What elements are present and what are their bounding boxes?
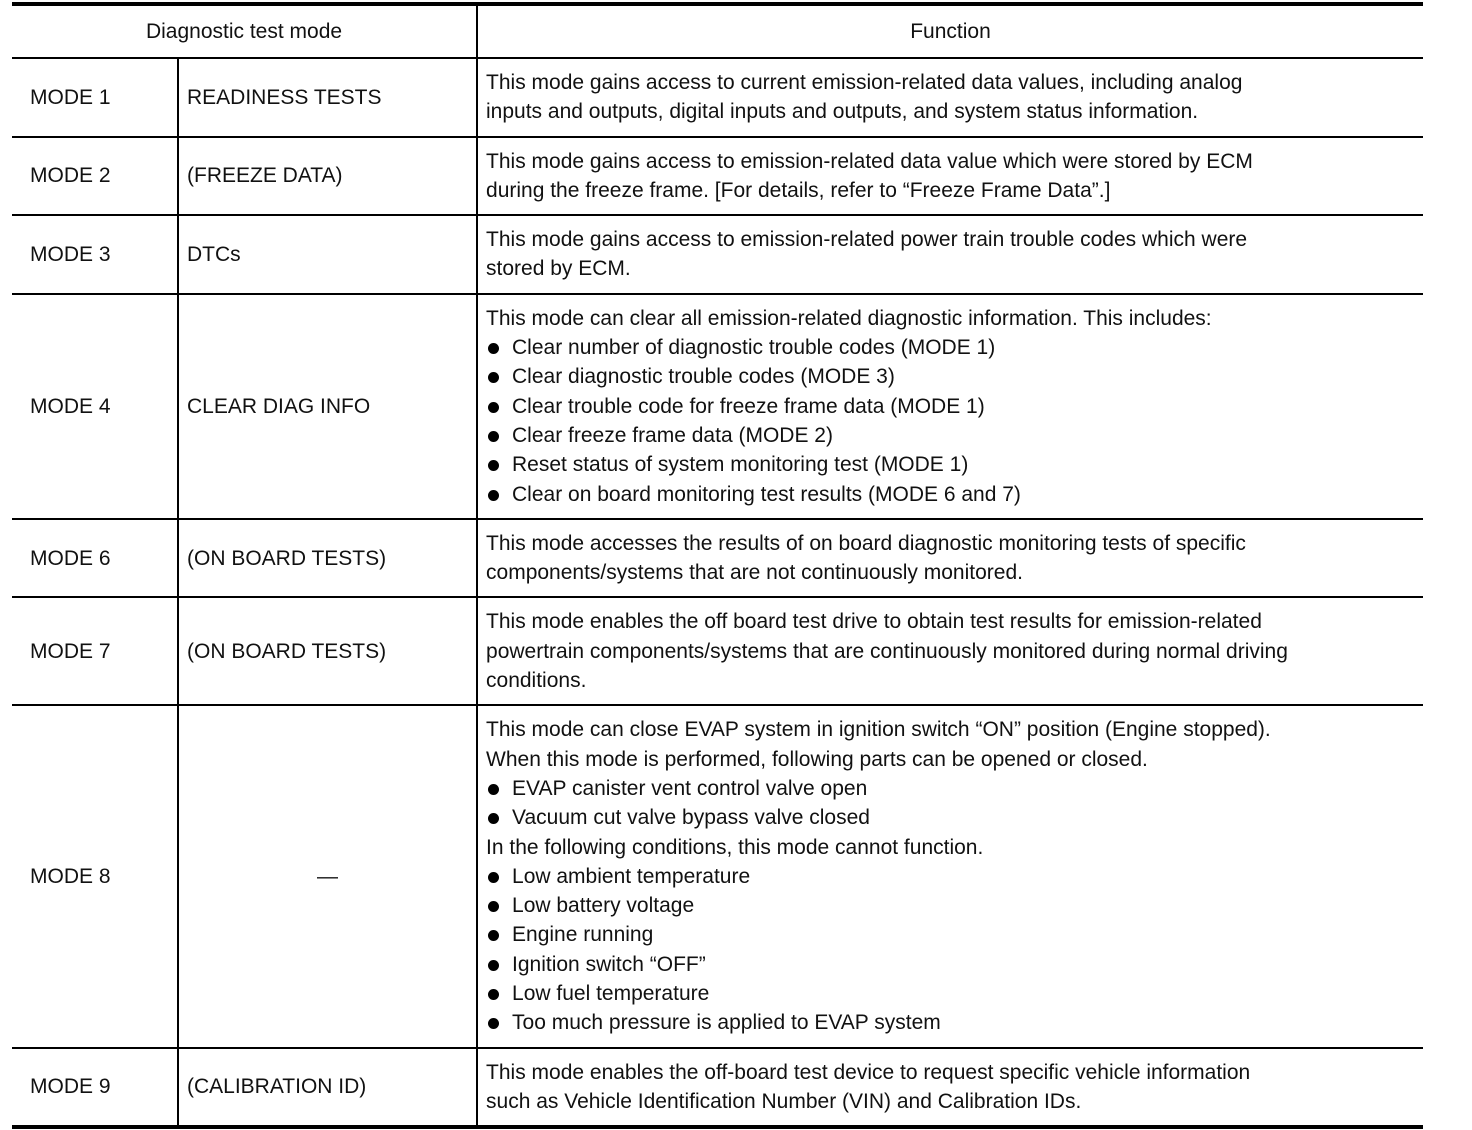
table-row: [12, 1048, 1423, 1128]
function-text-line: powertrain components/systems that are continuously monitored during normal driving: [486, 639, 1288, 663]
function-text-line: This mode enables the off-board test device to request specific vehicle information: [486, 1060, 1251, 1084]
mode-name-cell: READINESS TESTS: [178, 58, 477, 137]
bullet-text: Clear number of diagnostic trouble codes (MODE 1): [512, 336, 996, 360]
table-row: [12, 294, 1423, 519]
table-row: [12, 597, 1423, 705]
function-text-line: This mode gains access to current emission-related data values, including analog: [486, 71, 1243, 94]
function-text-line: such as Vehicle Identification Number (VIN) and Calibration IDs.: [486, 1089, 1082, 1113]
bullet-text: Too much pressure is applied to EVAP system: [512, 1011, 941, 1035]
function-cell: [477, 705, 1423, 1047]
function-text-line: inputs and outputs, digital inputs and outputs, and system status information.: [486, 100, 1199, 124]
bullet-dot-icon: [488, 490, 499, 501]
bullet-dot-icon: [488, 343, 499, 354]
table-row: [12, 58, 1423, 137]
table-row: [12, 137, 1423, 216]
mode-name-cell: DTCs: [178, 215, 477, 294]
mode-cell: MODE 4: [12, 294, 178, 519]
bullet-dot-icon: [488, 901, 499, 912]
bullet-text: Low battery voltage: [512, 894, 695, 918]
bullet-item: [486, 480, 1423, 509]
function-cell: [477, 58, 1423, 137]
table-body: [12, 58, 1423, 1127]
table-header-row: [12, 4, 1423, 58]
bullet-item: [486, 979, 1423, 1008]
bullet-item: [486, 1008, 1423, 1037]
bullet-item: [486, 920, 1423, 949]
bullet-item: [486, 421, 1423, 450]
bullet-item: [486, 950, 1423, 979]
mode-name-cell: —: [178, 705, 477, 1047]
bullet-dot-icon: [488, 372, 499, 383]
bullet-item: [486, 803, 1423, 832]
bullet-text: Low fuel temperature: [512, 982, 710, 1006]
function-text-line: This mode gains access to emission-related power train trouble codes which were: [486, 228, 1248, 252]
bullet-text: Clear on board monitoring test results (MODE 6 and 7): [512, 482, 1021, 506]
bullet-item: [486, 774, 1423, 803]
bullet-dot-icon: [488, 960, 499, 971]
mode-name-cell: (FREEZE DATA): [178, 137, 477, 216]
header-function: Function: [477, 4, 1423, 58]
mode-cell: MODE 1: [12, 58, 178, 137]
bullet-text: EVAP canister vent control valve open: [512, 776, 868, 800]
function-cell: [477, 519, 1423, 598]
bullet-dot-icon: [488, 930, 499, 941]
diagnostic-mode-table: [12, 2, 1423, 1129]
bullet-text: Ignition switch “OFF”: [512, 952, 706, 976]
table-row: [12, 705, 1423, 1047]
mode-name-cell: (ON BOARD TESTS): [178, 519, 477, 598]
table-row: [12, 519, 1423, 598]
header-diagnostic-test-mode: Diagnostic test mode: [12, 4, 477, 58]
bullet-text: Vacuum cut valve bypass valve closed: [512, 806, 870, 830]
bullet-dot-icon: [488, 784, 499, 795]
function-cell: [477, 294, 1423, 519]
function-text-line: This mode can clear all emission-related diagnostic information. This includes:: [486, 306, 1212, 330]
bullet-text: Reset status of system monitoring test (MODE 1): [512, 453, 969, 477]
bullet-item: [486, 392, 1423, 421]
bullet-text: Engine running: [512, 923, 654, 947]
function-text-line: components/systems that are not continuously monitored.: [486, 561, 1023, 585]
mode-name-cell: (CALIBRATION ID): [178, 1048, 477, 1128]
mode-cell: MODE 7: [12, 597, 178, 705]
bullet-dot-icon: [488, 1018, 499, 1029]
function-cell: [477, 1048, 1423, 1128]
function-text-line: This mode enables the off board test drive to obtain test results for emission-related: [486, 610, 1262, 634]
function-text-line: When this mode is performed, following parts can be opened or closed.: [486, 747, 1148, 771]
table-row: [12, 215, 1423, 294]
function-text-line: conditions.: [486, 669, 587, 693]
bullet-dot-icon: [488, 989, 499, 1000]
bullet-text: Clear freeze frame data (MODE 2): [512, 423, 833, 447]
function-text-line: This mode can close EVAP system in ignition switch “ON” position (Engine stopped).: [486, 718, 1271, 742]
bullet-item: [486, 450, 1423, 479]
mode-cell: MODE 3: [12, 215, 178, 294]
function-text-line: This mode accesses the results of on board diagnostic monitoring tests of specific: [486, 531, 1246, 555]
function-cell: [477, 215, 1423, 294]
bullet-item: [486, 333, 1423, 362]
bullet-dot-icon: [488, 460, 499, 471]
bullet-item: [486, 862, 1423, 891]
function-text-line: during the freeze frame. [For details, refer to “Freeze Frame Data”.]: [486, 178, 1111, 202]
bullet-dot-icon: [488, 431, 499, 442]
bullet-dot-icon: [488, 402, 499, 413]
function-cell: [477, 137, 1423, 216]
mode-cell: MODE 2: [12, 137, 178, 216]
bullet-item: [486, 362, 1423, 391]
function-cell: [477, 597, 1423, 705]
bullet-text: Low ambient temperature: [512, 864, 751, 888]
mode-cell: MODE 8: [12, 705, 178, 1047]
bullet-text: Clear trouble code for freeze frame data (MODE 1): [512, 394, 985, 418]
bullet-text: Clear diagnostic trouble codes (MODE 3): [512, 365, 895, 389]
mode-name-cell: (ON BOARD TESTS): [178, 597, 477, 705]
function-text-line: In the following conditions, this mode cannot function.: [486, 835, 984, 859]
mode-cell: MODE 6: [12, 519, 178, 598]
bullet-dot-icon: [488, 872, 499, 883]
function-text-line: This mode gains access to emission-related data value which were stored by ECM: [486, 149, 1253, 173]
mode-cell: MODE 9: [12, 1048, 178, 1128]
function-text-line: stored by ECM.: [486, 257, 631, 281]
bullet-item: [486, 891, 1423, 920]
bullet-dot-icon: [488, 813, 499, 824]
mode-name-cell: CLEAR DIAG INFO: [178, 294, 477, 519]
